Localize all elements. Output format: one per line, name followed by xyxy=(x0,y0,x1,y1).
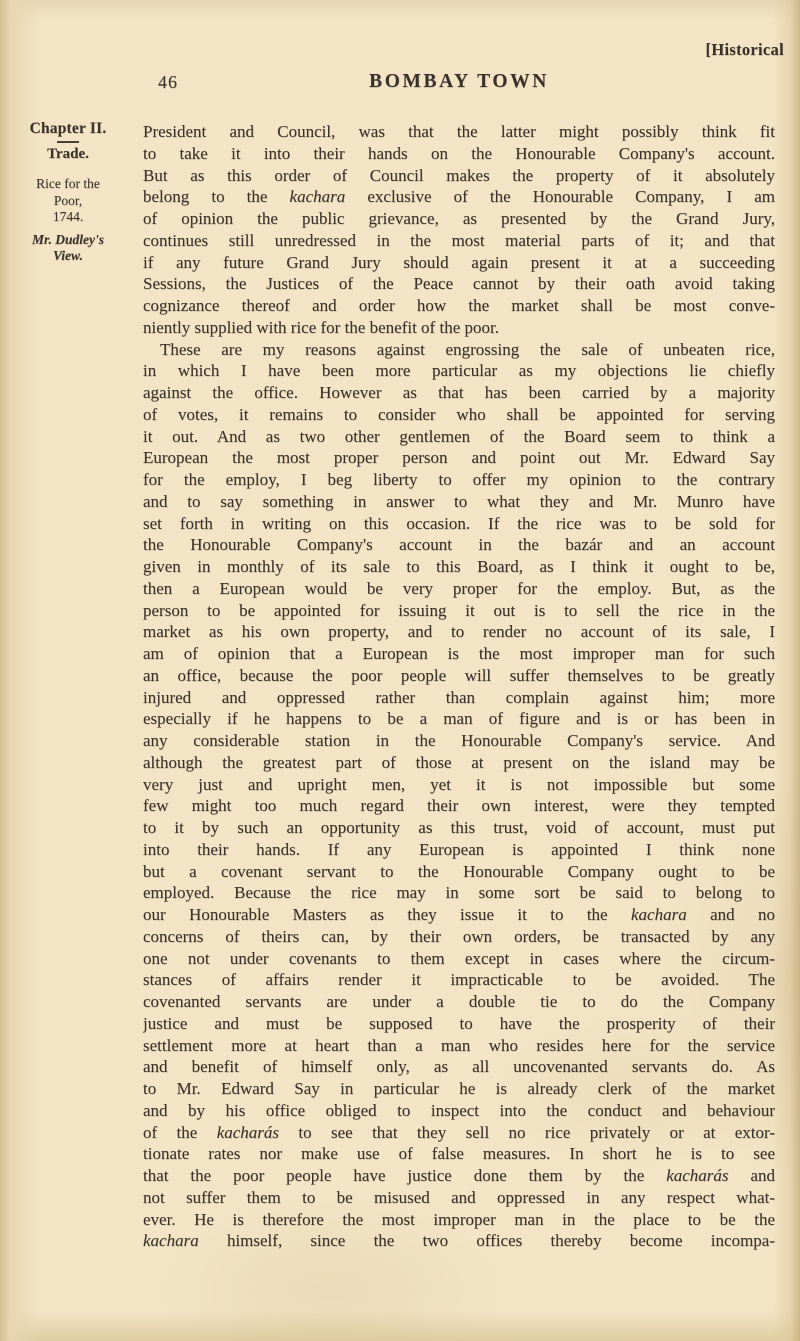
text-line: concerns of theirs can, by their own orders, be transacted by any xyxy=(143,926,775,946)
text-line: very just and upright men, yet it is not impossible but some xyxy=(143,774,775,794)
text-line: given in monthly of its sale to this Board, as I think it ought to be, xyxy=(143,557,775,576)
text-line: if any future Grand Jury should again present it at a succeeding xyxy=(143,252,775,272)
text-line: market as his own property, and to render no account of its sale, I xyxy=(143,622,775,642)
text-line: covenanted servants are under a double tie to do the Company xyxy=(143,992,775,1011)
margin-notes xyxy=(6,120,130,265)
margin-note-rice-for-the-poor xyxy=(6,176,130,226)
margin-note-line: Rice for the xyxy=(36,176,100,191)
text-line: few might too much regard their own interest, were they tempted xyxy=(143,796,775,816)
text-line: especially if he happens to be a man of figure and is or has been in xyxy=(143,709,775,729)
page-number: 46 xyxy=(158,72,178,92)
text-line: continues still unredressed in the most material parts of it; and that xyxy=(143,230,775,250)
text-line: to it by such an opportunity as this trust, void of account, must put xyxy=(143,818,775,837)
text-line: although the greatest part of those at present on the island may be xyxy=(143,752,775,772)
text-line: but a covenant servant to the Honourable Company ought to be xyxy=(143,861,775,881)
text-line: settlement more at heart than a man who resides here for the service xyxy=(143,1035,775,1055)
text-line: one not under covenants to them except in cases where the circum- xyxy=(143,948,775,968)
text-line: But as this order of Council makes the property of it absolutely xyxy=(143,165,775,185)
text-line: set forth in writing on this occasion. If the rice was to be sold for xyxy=(143,513,775,533)
section-heading: Trade. xyxy=(47,146,89,162)
chapter-rule xyxy=(57,141,79,143)
text-line: am of opinion that a European is the most improper man for such xyxy=(143,644,775,663)
text-line: that the poor people have justice done them by the kacharás and xyxy=(143,1166,775,1185)
text-line: belong to the kachara exclusive of the Honourable Company, I am xyxy=(143,187,775,207)
text-line: person to be appointed for issuing it out is to sell the rice in the xyxy=(143,600,775,620)
text-line: niently supplied with rice for the benefit of the poor. xyxy=(143,317,499,337)
text-line: any considerable station in the Honourable Company's service. And xyxy=(143,731,775,750)
text-line: to take it into their hands on the Honourable Company's account. xyxy=(143,143,775,163)
text-line: ever. He is therefore the most improper man in the place to be the xyxy=(143,1209,775,1229)
catchword: [Historical xyxy=(705,40,784,59)
text-line: an office, because the poor people will suffer themselves to be greatly xyxy=(143,665,775,685)
text-line: and to say something in answer to what they and Mr. Munro have xyxy=(143,491,775,511)
margin-note-line: Mr. Dudley's xyxy=(31,231,104,247)
text-line: against the office. However as that has been carried by a majority xyxy=(143,383,775,402)
body-text xyxy=(143,121,775,1252)
text-line: cognizance thereof and order how the market shall be most conve- xyxy=(143,296,775,315)
margin-note-line: 1744. xyxy=(52,209,84,224)
text-line: it out. And as two other gentlemen of the Board seem to think a xyxy=(143,426,775,446)
text-line: These are my reasons against engrossing the sale of unbeaten rice, xyxy=(160,339,775,359)
text-line: for the employ, I beg liberty to offer my opinion to the contrary xyxy=(143,470,775,489)
text-line: not suffer them to be misused and oppressed in any respect what- xyxy=(143,1187,775,1207)
text-line: in which I have been more particular as my objections lie chiefly xyxy=(143,361,775,381)
text-line: employed. Because the rice may in some sort be said to belong to xyxy=(143,883,775,903)
running-title: BOMBAY TOWN xyxy=(369,71,549,92)
text-line: then a European would be very proper for the employ. But, as the xyxy=(143,578,775,598)
margin-note-line: Poor, xyxy=(53,192,83,208)
chapter-heading: Chapter II. xyxy=(29,120,107,137)
text-line: justice and must be supposed to have the prosperity of their xyxy=(143,1013,775,1033)
text-line: to Mr. Edward Say in particular he is already clerk of the market xyxy=(143,1079,775,1098)
text-line: stances of affairs render it impracticable to be avoided. The xyxy=(143,970,775,990)
text-line: Sessions, the Justices of the Peace cannot by their oath avoid taking xyxy=(143,274,775,294)
text-line: of opinion the public grievance, as presented by the Grand Jury, xyxy=(143,209,775,228)
text-line: kachara himself, since the two offices thereby become incompa- xyxy=(143,1231,775,1251)
text-line: the Honourable Company's account in the bazár and an account xyxy=(143,535,775,555)
text-line: injured and oppressed rather than complain against him; more xyxy=(143,687,775,707)
text-line: tionate rates nor make use of false measures. In short he is to see xyxy=(143,1144,775,1164)
margin-note-dudleys-view xyxy=(6,232,130,265)
text-line: European the most proper person and point out Mr. Edward Say xyxy=(143,448,775,468)
text-line: President and Council, was that the latter might possibly think fit xyxy=(143,122,775,141)
text-line: into their hands. If any European is appointed I think none xyxy=(143,839,775,859)
text-line: of votes, it remains to consider who shall be appointed for serving xyxy=(143,404,775,424)
text-line: our Honourable Masters as they issue it to the kachara and no xyxy=(143,905,775,924)
text-line: and by his office obliged to inspect into the conduct and behaviour xyxy=(143,1100,775,1120)
text-line: and benefit of himself only, as all uncovenanted servants do. As xyxy=(143,1057,775,1077)
margin-note-line: View. xyxy=(53,248,83,263)
text-line: of the kacharás to see that they sell no rice privately or at extor- xyxy=(143,1122,775,1142)
